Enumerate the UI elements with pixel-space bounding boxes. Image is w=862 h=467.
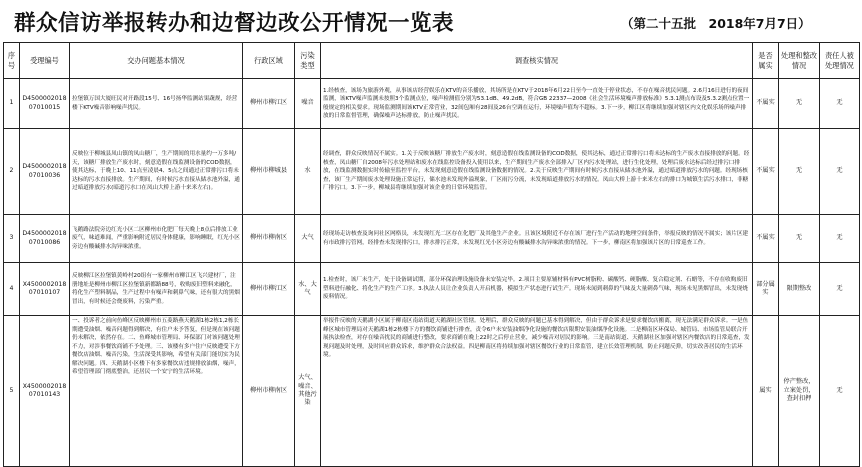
header-id: 受理编号 (20, 43, 70, 79)
cell-region: 柳州市柳城县 (243, 129, 295, 215)
cell-type: 大气、噪音、其他污染 (295, 316, 321, 467)
cell-action: 无 (779, 79, 820, 129)
cell-type: 大气 (295, 215, 321, 263)
table-row (4, 316, 860, 467)
cell-id: D4500002018 07010015 (20, 79, 70, 129)
cell-no: 3 (4, 215, 20, 263)
cell-action: 无 (779, 215, 820, 263)
cell-true: 不属实 (753, 215, 779, 263)
header-row (4, 43, 860, 79)
header-no: 序号 (4, 43, 20, 79)
cell-verify: 1.经核查，该场为旅游外观，从事该店经营娱乐在KTV的音乐播放，其场所是在KTV于2018年6月22日至今一直处于停业状态，不存在噪音扰民问题。2.6月16日进行的夜间监测，该KTV噪声监测未按照3个监测点位，噪声检测值分别为53.1dB、49.2dB，符合GB 22337—2008《社会生活环境噪声排放标准》5.3.1测点布设及5.3.2测点位置一般规定的相关要求。现场监测期间该KTV正常营业，32间包厢有28间及26台空调在运行，环境噪声值均不超标。3.下一步，柳江区将继续加强对辖区内文化娱乐场所噪声排放的日常监督管理，确保噪声达标排放，防止噪声扰民。 (321, 79, 753, 129)
cell-id: D4500002018 07010036 (20, 129, 70, 215)
cell-no: 2 (4, 129, 20, 215)
title-row (0, 0, 862, 44)
cell-true: 属实 (753, 316, 779, 467)
cell-region: 柳州市柳江区 (243, 79, 295, 129)
header-issue: 交办问题基本情况 (70, 43, 243, 79)
report-table (3, 42, 860, 467)
cell-person: 无 (820, 215, 860, 263)
header-true: 是否属实 (753, 43, 779, 79)
cell-true: 部分属实 (753, 263, 779, 316)
table-row (4, 129, 860, 215)
table-row (4, 79, 860, 129)
cell-type: 水 (295, 129, 321, 215)
cell-person: 无 (820, 129, 860, 215)
table-row (4, 215, 860, 263)
header-verify: 调查核实情况 (321, 43, 753, 79)
cell-person: 无 (820, 263, 860, 316)
cell-true: 不属实 (753, 129, 779, 215)
page-title: 群众信访举报转办和边督边改公开情况一览表 (14, 11, 455, 36)
cell-no: 4 (4, 263, 20, 316)
cell-verify: 经现场走访核查及询问社区网格员，未发现红光二区存在化肥厂及其他生产企业。且该区域附近不存在该厂进行生产活动的地理空间条件，举报反映的情况不属实；该片区建有市政排污管网，经排查未发现排污口，排水排污正常，未发现红光小区旁边有酸碱排水沟异味浓重的情况。下一步，柳南区将加强该片区的日常巡查工作。 (321, 215, 753, 263)
cell-verify: 1.检查时，该厂未生产，处于设备调试期，部分环保治理设施设备未安装完毕。2.项目主要原辅材料有PVC树脂粉、碳酸钙、硬脂酸、复合稳定剂、石蜡等，不存在收购废旧塑料进行融化、将化生产的生产工序。3.执法人员让企业负责人开启机器，模拟生产状态进行试生产。现场未闻到刺鼻的气味及大量刺鼻气味，现场未见黑烟冒出，未发现烧废料情况。 (321, 263, 753, 316)
header-action: 处理和整改情况 (779, 43, 820, 79)
cell-person: 无 (820, 79, 860, 129)
cell-type: 水、大气 (295, 263, 321, 316)
header-type: 污染类型 (295, 43, 321, 79)
cell-verify: 举报件反映的天鹅湖小区属于柳南区南站街道天鹅湖社区管辖。处理后，群众反映的问题已基本得到解决，但由于群众诉求是要求餐饮店搬离，现无法满足群众诉求。一是鱼峰区城市管理局对天鹅湖1栋2栋楼下方的餐饮商铺进行排查，责令6户未安装油烟净化设施的餐饮店限期安装油烟净化设施。二是柳南区环保局、城管局、市场监管局联合开展执法检查，对存在噪音扰民的商铺进行整改，要求商铺在晚上22时之后停止营业，减少噪音对居民的影响。三是南站街道、天鹅湖社区加强对辖区内餐饮店的日常巡查，发现问题及时处理，及时回应群众诉求，维护群众合法权益。四是柳南区将持续加强对辖区餐饮行业的日常监管，建立长效管理机制，防止问题反弹，切实改善居民的生活环境。 (321, 316, 753, 467)
cell-issue: 一、投诉者之前向鱼峰区反映柳州市五菱路燕天鹅湖1栋2栋1,2栋长期遭受油烟、噪音问题得到解决，有住户未予答复，但是现在该问题仍未解决，依然存在。二、鱼峰城市管理局、环保部门对该问题处理不力，对涉事餐饮商铺不予处理。三、该楼有多户住户反映遭受下方餐饮店油烟、噪音污染，生活深受其影响，希望有关部门能切实为民解决问题。四、天鹅湖小区楼下有多家餐饮店违规排放油烟，噪声，希望管理部门彻底整治，还居民一个安宁的生活环境。 (70, 316, 243, 467)
cell-no: 1 (4, 79, 20, 129)
cell-verify: 经调查，群众反映情况不属实。1.关于反映该糖厂排放生产废水时，刻意造假在线监测设备的COD数据，使其达标，通过正常排污口将未达标的生产废水直接排放的问题。经核查，凤山糖厂自2008年污水处理站和废水在线监控设备投入使用以来，生产期间生产废水全部排入厂区内污水处理站，进行生化处理，处理后废水达标后经过排污口排放，在线监测数据实时传输至监控平台，未发现刻意造假在线监测设备数据的情况。2.关于反映生产期间有时候污水直接从储水池外溢，通过暗道排放污水的问题。经现场核查，该厂生产期间废水处理设施正常运行，储水池未发现外溢现象，厂区雨污分流，未发现暗道排放污水的情况。凤山大桥上游十来米左右的排口为城镇生活污水排口，非糖厂排污口。3.下一步，柳城县将继续加强对该企业的日常环境监管。 (321, 129, 753, 215)
cell-action: 无 (779, 129, 820, 215)
cell-issue: 反映柳江区拉堡镇黄岭村20组有一家柳州市柳江区飞兴建材厂，注册地址是柳州市柳江区拉堡镇新都路88号，收购废旧塑料来融化，将化生产塑料制品，生产过程中有噪声和刺鼻气味，还有很大的黑烟冒出，有时候还会烧废料，污染严重。 (70, 263, 243, 316)
cell-id: D4500002018 07010086 (20, 215, 70, 263)
cell-action: 限期整改 (779, 263, 820, 316)
cell-type: 噪音 (295, 79, 321, 129)
cell-action: 停产整改，立案处罚，查封扣押 (779, 316, 820, 467)
cell-id: X4500002018 07010107 (20, 263, 70, 316)
cell-id: X4500002018 07010143 (20, 316, 70, 467)
page-subtitle: （第二十五批 2018年7月7日） (621, 16, 811, 31)
cell-true: 不属实 (753, 79, 779, 129)
cell-issue: 拉堡镇万国大厦旺民对开路段15号、16号扬华监测站果蔬规，经营楼下KTV噪音影响噪声扰民。 (70, 79, 243, 129)
cell-no: 5 (4, 316, 20, 467)
cell-region: 柳州市柳南区 (243, 215, 295, 263)
cell-region: 柳州市柳江区 (243, 263, 295, 316)
cell-person: 无 (820, 316, 860, 467)
cell-issue: 反映位于柳城县凤山镇的凤山糖厂，生产期间的用水量约一万多吨/天，该糖厂排放生产废水时，刻意造假在线监测设备的COD数据，使其达标，于晚上10、11点至凌晨4、5点之间通过正常排污口将未达标的污水直接排放。生产期间，有时候污水直接从储水池外溢，通过暗道排放污水(暗道污水口在凤山大桥上游十来米左右)。 (70, 129, 243, 215)
cell-region: 柳州市柳南区 (243, 316, 295, 467)
cell-issue: 飞鹅路法院旁边红光小区二区柳州市化肥厂每天晚上8点后排放工业废气，味道难闻，严重影响附近居民身体健康，影响睡眠，红光小区旁边有酸碱排水沟异味浓重。 (70, 215, 243, 263)
table-row (4, 263, 860, 316)
header-region: 行政区域 (243, 43, 295, 79)
header-person: 责任人被处理情况 (820, 43, 860, 79)
